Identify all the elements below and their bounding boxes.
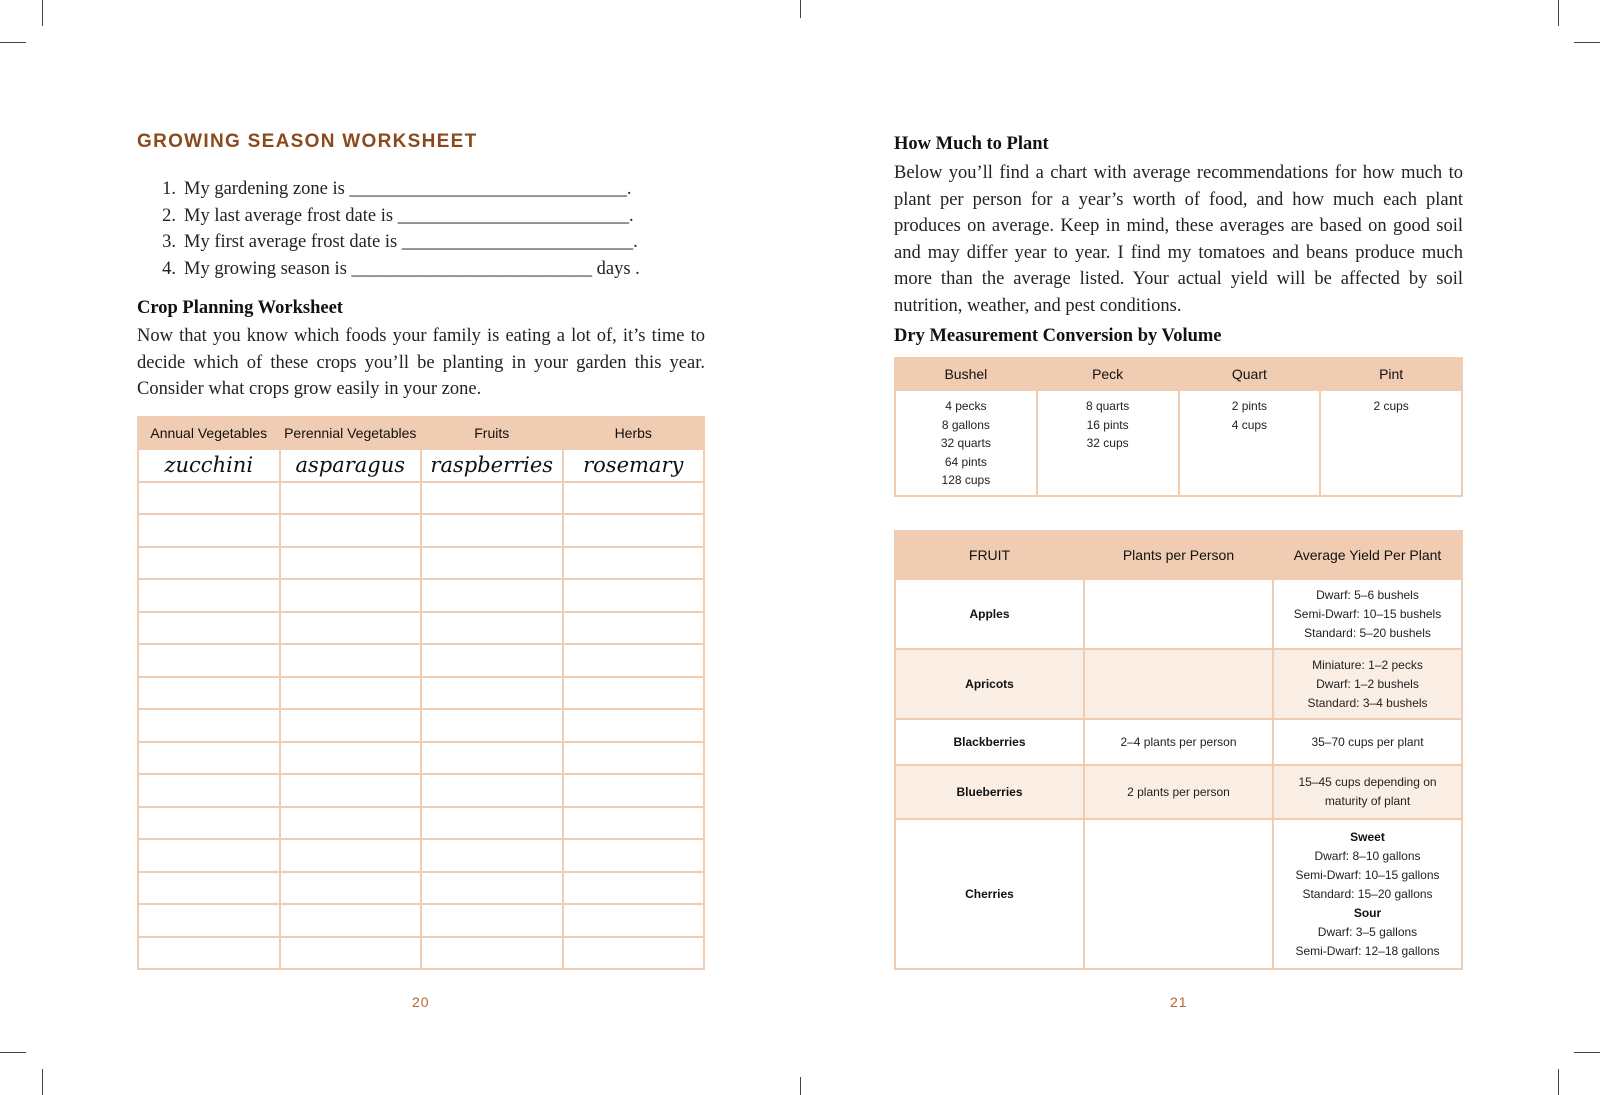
column-header: Quart [1179,358,1321,390]
empty-table-cell[interactable] [280,872,422,905]
empty-table-cell[interactable] [563,807,705,840]
empty-table-cell[interactable] [421,482,563,515]
empty-table-cell[interactable] [563,774,705,807]
empty-table-cell[interactable] [563,482,705,515]
table-row [138,904,704,937]
empty-table-cell[interactable] [280,709,422,742]
column-header: FRUIT [895,531,1084,579]
crop-planning-heading: Crop Planning Worksheet [137,298,343,318]
crop-planning-table [137,416,705,970]
table-row [138,774,704,807]
yield-cell [1273,819,1462,969]
plants-per-person-cell: 2 plants per person [1084,765,1273,819]
table-row [138,579,704,612]
column-header: Bushel [895,358,1037,390]
yield-line: Dwarf: 8–10 gallons [1314,848,1421,863]
empty-table-cell[interactable] [138,774,280,807]
column-header: Average Yield Per Plant [1273,531,1462,579]
empty-table-cell[interactable] [138,872,280,905]
empty-table-cell[interactable] [280,644,422,677]
fruit-yield-table [894,530,1463,970]
empty-table-cell[interactable] [421,644,563,677]
empty-table-cell[interactable] [563,579,705,612]
table-row [138,709,704,742]
empty-table-cell[interactable] [563,612,705,645]
empty-table-cell[interactable] [138,742,280,775]
fruit-name-cell: Cherries [895,819,1084,969]
fruit-name-cell: Apricots [895,649,1084,719]
how-much-heading: How Much to Plant [894,134,1049,154]
table-cell: 8 quarts 16 pints 32 cups [1037,390,1179,496]
column-header: Herbs [563,417,705,449]
empty-table-cell[interactable] [563,677,705,710]
blank-text[interactable]: My last average frost date is _________________________. [184,205,634,226]
empty-table-cell[interactable] [138,514,280,547]
column-header: Fruits [421,417,563,449]
empty-table-cell[interactable] [280,514,422,547]
table-cell[interactable]: zucchini [138,449,280,482]
yield-line: Semi-Dwarf: 10–15 gallons [1295,867,1440,882]
empty-table-cell[interactable] [280,807,422,840]
table-row [138,547,704,580]
empty-table-cell[interactable] [138,644,280,677]
table-row [138,482,704,515]
empty-table-cell[interactable] [421,872,563,905]
table-row [895,719,1462,765]
dry-measurement-heading: Dry Measurement Conversion by Volume [894,326,1222,346]
empty-table-cell[interactable] [280,547,422,580]
empty-table-cell[interactable] [421,839,563,872]
table-row [895,649,1462,719]
empty-table-cell[interactable] [563,904,705,937]
yield-line: Standard: 3–4 bushels [1307,695,1428,710]
table-row [895,819,1462,969]
yield-line: Dwarf: 5–6 bushels [1316,587,1419,602]
table-row [895,579,1462,649]
table-cell[interactable]: rosemary [563,449,705,482]
table-cell: 2 cups [1320,390,1462,496]
column-header: Plants per Person [1084,531,1273,579]
table-row [138,807,704,840]
yield-cell [1273,579,1462,649]
empty-table-cell[interactable] [280,482,422,515]
empty-table-cell[interactable] [138,482,280,515]
empty-table-cell[interactable] [138,547,280,580]
yield-line: Miniature: 1–2 pecks [1312,657,1423,672]
empty-table-cell[interactable] [421,807,563,840]
empty-table-cell[interactable] [421,579,563,612]
empty-table-cell[interactable] [280,774,422,807]
table-row [895,390,1462,496]
empty-table-cell[interactable] [563,742,705,775]
empty-table-cell[interactable] [421,774,563,807]
yield-line: 35–70 cups per plant [1311,734,1424,749]
empty-table-cell[interactable] [563,514,705,547]
blank-item: 2. My last average frost date is _________________________. [137,203,657,230]
column-header: Perennial Vegetables [280,417,422,449]
empty-table-cell[interactable] [280,742,422,775]
how-much-paragraph: Below you’ll find a chart with average recommendations for how much to plant per person for a year’s worth of food, and how much each plant produces on average. Keep in mind, these averages are based on good soil and may differ year to year. I find my tomatoes and beans produce much more than the average listed. Your actual yield will be affected by soil nutrition, weather, and pest conditions. [894,163,1463,316]
empty-table-cell[interactable] [280,579,422,612]
empty-table-cell[interactable] [280,937,422,970]
blank-item: 1. My gardening zone is ______________________________. [137,176,657,203]
yield-line: Dwarf: 1–2 bushels [1316,676,1419,691]
empty-table-cell[interactable] [563,547,705,580]
empty-table-cell[interactable] [280,839,422,872]
empty-table-cell[interactable] [563,937,705,970]
yield-line: Semi-Dwarf: 10–15 bushels [1293,606,1442,621]
empty-table-cell[interactable] [421,742,563,775]
yield-line: Dwarf: 3–5 gallons [1317,924,1418,939]
empty-table-cell[interactable] [421,937,563,970]
empty-table-cell[interactable] [421,612,563,645]
fruit-name-cell: Blackberries [895,719,1084,765]
table-cell[interactable]: asparagus [280,449,422,482]
empty-table-cell[interactable] [280,904,422,937]
yield-line: Sour [1353,905,1382,920]
table-cell[interactable]: raspberries [421,449,563,482]
empty-table-cell[interactable] [421,677,563,710]
column-header: Annual Vegetables [138,417,280,449]
table-row [138,839,704,872]
table-row [138,514,704,547]
empty-table-cell[interactable] [138,677,280,710]
plants-per-person-cell: 2–4 plants per person [1084,719,1273,765]
crop-planning-paragraph: Now that you know which foods your family is eating a lot of, it’s time to decide which of these crops you’ll be planting in your garden this year. Consider what crops grow easily in your zone. [137,326,705,399]
empty-table-cell[interactable] [563,644,705,677]
table-row [138,677,704,710]
empty-table-cell[interactable] [138,807,280,840]
column-header: Pint [1320,358,1462,390]
fruit-name-cell: Blueberries [895,765,1084,819]
empty-table-cell[interactable] [138,839,280,872]
plants-per-person-cell [1084,649,1273,719]
dry-measurement-table [894,357,1463,497]
yield-line: Standard: 5–20 bushels [1304,625,1431,640]
blank-text[interactable]: My growing season is __________________________ days . [184,258,640,279]
empty-table-cell[interactable] [138,904,280,937]
blank-text[interactable]: My first average frost date is _________________________. [184,232,638,252]
empty-table-cell[interactable] [280,612,422,645]
empty-table-cell[interactable] [421,547,563,580]
section-title: GROWING SEASON WORKSHEET [137,131,478,152]
season-blanks-list [137,176,657,282]
yield-cell [1273,765,1462,819]
table-row [138,644,704,677]
yield-line: Semi-Dwarf: 12–18 gallons [1295,943,1440,958]
page-number: 21 [1170,994,1188,1010]
blank-text[interactable]: My gardening zone is ______________________________. [184,179,632,199]
table-row [138,449,704,482]
page-number: 20 [412,994,430,1010]
empty-table-cell[interactable] [421,514,563,547]
empty-table-cell[interactable] [563,839,705,872]
empty-table-cell[interactable] [138,612,280,645]
column-header: Peck [1037,358,1179,390]
table-cell: 2 pints 4 cups [1179,390,1321,496]
yield-line: 15–45 cups depending on maturity of plant [1298,775,1437,808]
empty-table-cell[interactable] [138,579,280,612]
empty-table-cell[interactable] [563,709,705,742]
blank-item: 3. My first average frost date is _________________________. [137,229,657,256]
fruit-name-cell: Apples [895,579,1084,649]
empty-table-cell[interactable] [138,937,280,970]
yield-line: Standard: 15–20 gallons [1302,886,1433,901]
yield-line: Sweet [1350,829,1385,844]
blank-item: 4. My growing season is __________________________ days . [137,256,657,283]
table-row [138,742,704,775]
plants-per-person-cell [1084,819,1273,969]
empty-table-cell[interactable] [280,677,422,710]
empty-table-cell[interactable] [138,709,280,742]
table-row [138,872,704,905]
table-row [138,937,704,970]
empty-table-cell[interactable] [421,709,563,742]
table-row [895,765,1462,819]
yield-cell [1273,649,1462,719]
table-row [138,612,704,645]
empty-table-cell[interactable] [421,904,563,937]
right-page [800,0,1600,1095]
table-cell: 4 pecks 8 gallons 32 quarts 64 pints 128 cups [895,390,1037,496]
yield-cell [1273,719,1462,765]
plants-per-person-cell [1084,579,1273,649]
empty-table-cell[interactable] [563,872,705,905]
